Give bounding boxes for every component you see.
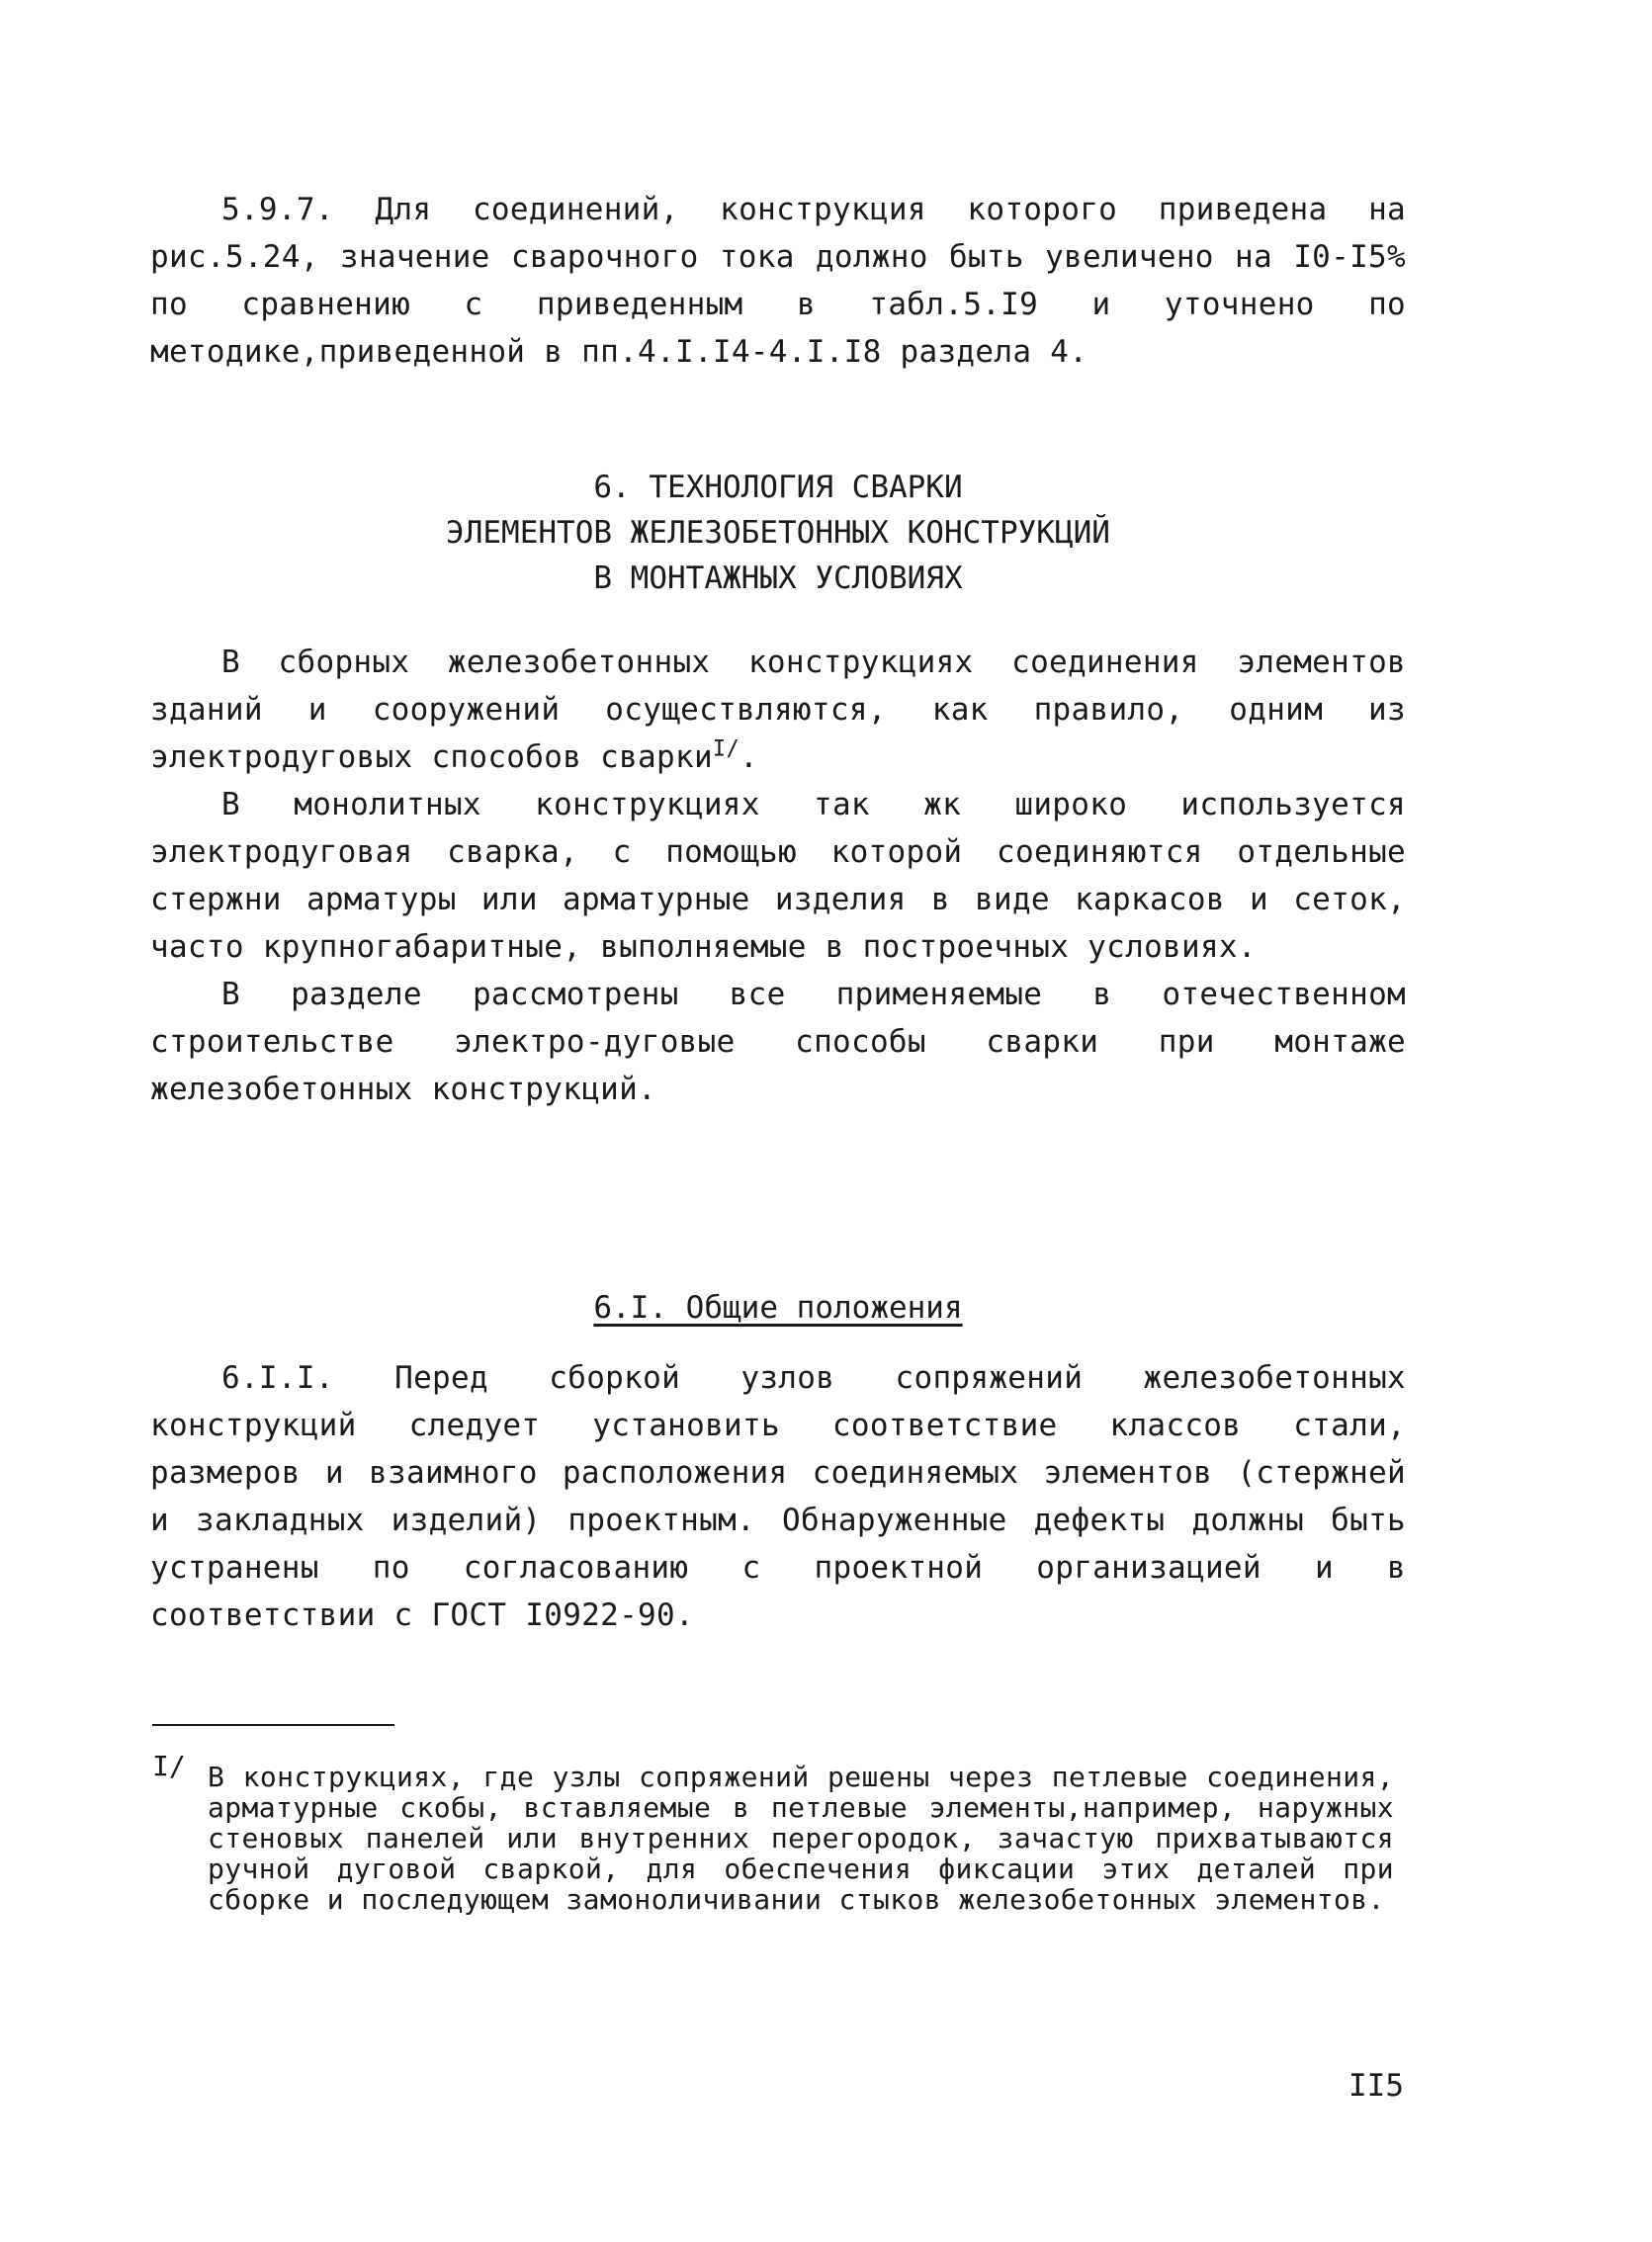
- paragraph-6-1-1: 6.I.I. Перед сборкой узлов сопряжений железобетонных конструкций следует установить соответствие классов стали, размеров и взаимного расположения соединяемых элементов (стержней и закладных изделий) проектным. Обнаруженные дефекты должны быть устранены по согласованию с проектной организацией и в соответствии с ГОСТ I0922-90.: [150, 1360, 1406, 1633]
- page-number: II5: [1348, 2068, 1404, 2104]
- subsection-title: 6.I. Общие положения: [593, 1290, 963, 1326]
- intro-paragraph-1: В сборных железобетонных конструкциях соединения элементов зданий и сооружений осуществляются, как правило, одним из электродуговых способов сварки$^{I/}$.: [150, 645, 1406, 775]
- chapter-heading-line-2: ЭЛЕМЕНТОВ ЖЕЛЕЗОБЕТОННЫХ КОНСТРУКЦИЙ: [446, 515, 1110, 551]
- paragraph-5-9-7: 5.9.7. Для соединений, конструкция которого приведена на рис.5.24, значение сварочного тока должно быть увеличено на I0-I5% по сравнению с приведенным в табл.5.I9 и уточнено по методике,приведенной в пп.4.I.I4-4.I.I8 раздела 4.: [150, 192, 1406, 370]
- intro-paragraph-3: В разделе рассмотрены все применяемые в отечественном строительстве электро-дуговые способы сварки при монтаже железобетонных конструкций.: [150, 977, 1406, 1107]
- footnote-text: В конструкциях, где узлы сопряжений решены через петлевые соединения, арматурные скобы, вставляемые в петлевые элементы,например, наружных стеновых панелей или внутренних перегородок, зачастую прихватываются ручной дуговой сваркой, для обеспечения фиксации этих деталей при сборке и последующем замоноличивании стыков железобетонных элементов.: [208, 1761, 1394, 1916]
- chapter-heading-line-1: 6. ТЕХНОЛОГИЯ СВАРКИ: [593, 470, 963, 505]
- footnote-mark: I/: [152, 1750, 186, 1782]
- intro-paragraph-2: В монолитных конструкциях так жк широко используется электродуговая сварка, с помощью которой соединяются отдельные стержни арматуры или арматурные изделия в виде каркасов и сеток, часто крупногабаритные, выполняемые в построечных условиях.: [150, 787, 1406, 965]
- chapter-heading: [150, 465, 1406, 601]
- chapter-heading-line-3: В МОНТАЖНЫХ УСЛОВИЯХ: [593, 560, 963, 596]
- footnote-separator: [152, 1724, 394, 1726]
- footnote-reference: I/: [712, 736, 740, 762]
